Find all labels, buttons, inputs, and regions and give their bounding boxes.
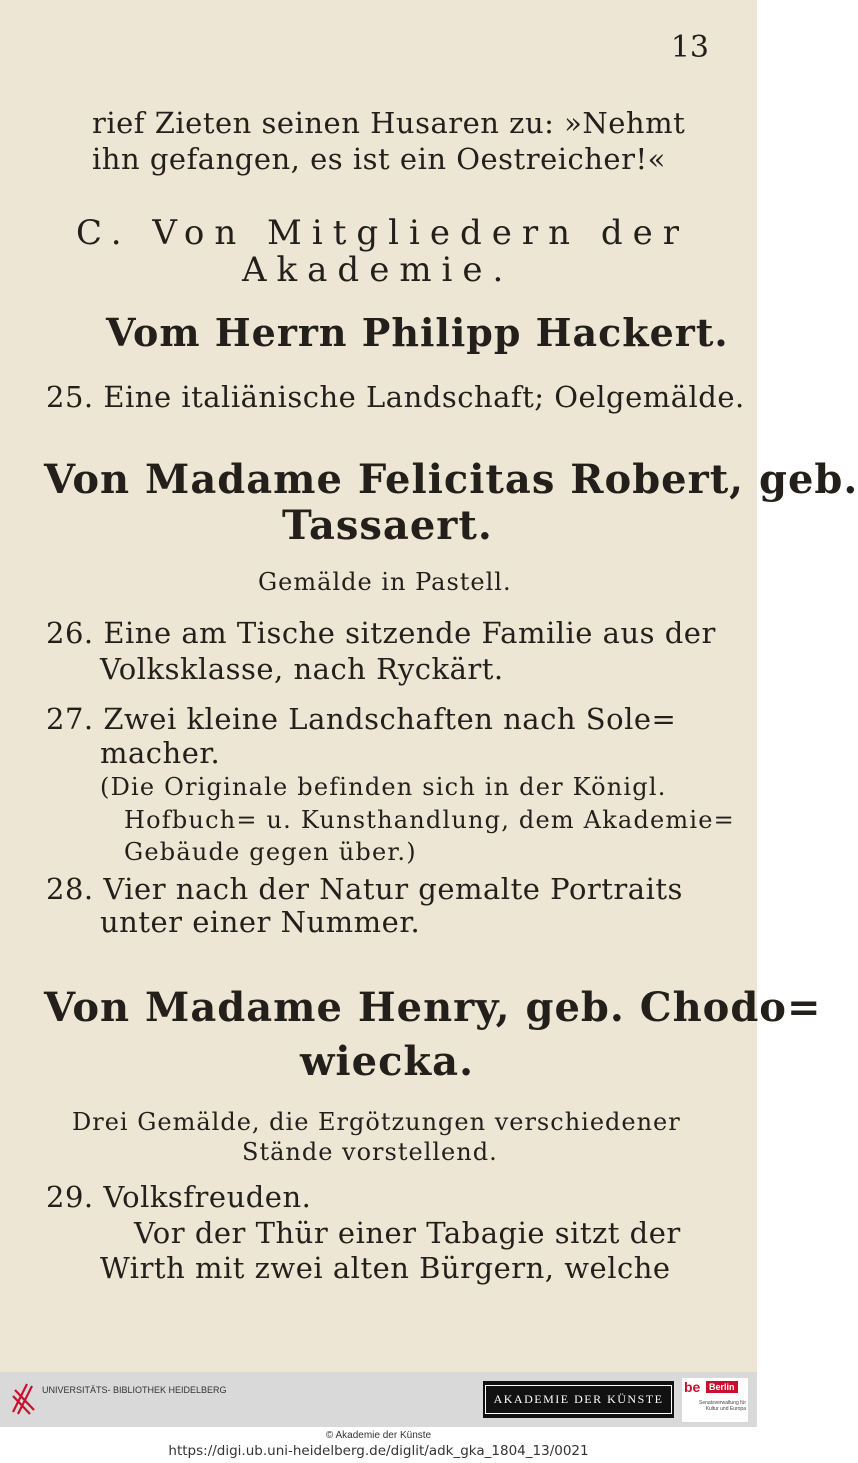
catalog-item-27-cont: macher.	[100, 736, 221, 770]
permalink-url[interactable]: https://digi.ub.uni-heidelberg.de/diglit/adk_gka_1804_13/0021	[168, 1443, 589, 1459]
catalog-item-29: 29. Volksfreuden.	[46, 1180, 312, 1214]
footer-band	[0, 1372, 757, 1427]
artist-heading-henry: Von Madame Henry, geb. Chodo=	[44, 984, 822, 1031]
berlin-senate-logo[interactable]	[682, 1378, 748, 1422]
section-heading-c: C. Von Mitgliedern der	[76, 213, 689, 253]
berlin-logo-be: be	[684, 1379, 701, 1395]
artist-heading-robert: Von Madame Felicitas Robert, geb.	[44, 456, 858, 503]
page-number: 13	[670, 30, 709, 65]
subheading-henry-cont: Stände vorstellend.	[242, 1138, 498, 1166]
catalog-item-29-text: Vor der Thür einer Tabagie sitzt der	[134, 1216, 681, 1250]
artist-heading-henry-cont: wiecka.	[300, 1038, 474, 1085]
catalog-item-25: 25. Eine italiänische Landschaft; Oelgemälde.	[46, 380, 745, 414]
catalog-item-29-text: Wirth mit zwei alten Bürgern, welche	[100, 1251, 671, 1285]
section-heading-c-cont: Akademie.	[242, 250, 514, 290]
artist-heading-robert-cont: Tassaert.	[282, 502, 493, 549]
subheading-henry: Drei Gemälde, die Ergötzungen verschiedener	[72, 1108, 681, 1136]
berlin-logo-name: Berlin	[706, 1381, 738, 1393]
university-library-name[interactable]: UNIVERSITÄTS- BIBLIOTHEK HEIDELBERG	[42, 1385, 227, 1395]
catalog-item-26-cont: Volksklasse, nach Ryckärt.	[100, 652, 504, 686]
footnote-line: Hofbuch= u. Kunsthandlung, dem Akademie=	[124, 806, 735, 834]
copyright-notice: © Akademie der Künste	[325, 1430, 432, 1441]
text-line: ihn gefangen, es ist ein Oestreicher!«	[92, 142, 666, 176]
subheading-pastell: Gemälde in Pastell.	[258, 568, 512, 596]
footnote-line: (Die Originale befinden sich in der Königl.	[100, 773, 667, 801]
catalog-item-26: 26. Eine am Tische sitzende Familie aus der	[46, 616, 716, 650]
akademie-der-kuenste-logo[interactable]	[483, 1381, 674, 1418]
university-library-logo-icon[interactable]	[10, 1380, 38, 1418]
akademie-logo-text: AKADEMIE DER KÜNSTE	[485, 1385, 673, 1414]
catalog-item-28: 28. Vier nach der Natur gemalte Portraits	[46, 872, 683, 906]
footnote-line: Gebäude gegen über.)	[124, 838, 417, 866]
catalog-item-27: 27. Zwei kleine Landschaften nach Sole=	[46, 702, 677, 736]
artist-heading-hackert: Vom Herrn Philipp Hackert.	[106, 310, 729, 355]
berlin-logo-subtitle: Senatsverwaltung für Kultur und Europa	[699, 1400, 746, 1412]
catalog-item-28-cont: unter einer Nummer.	[100, 905, 421, 939]
text-line: rief Zieten seinen Husaren zu: »Nehmt	[92, 106, 686, 140]
